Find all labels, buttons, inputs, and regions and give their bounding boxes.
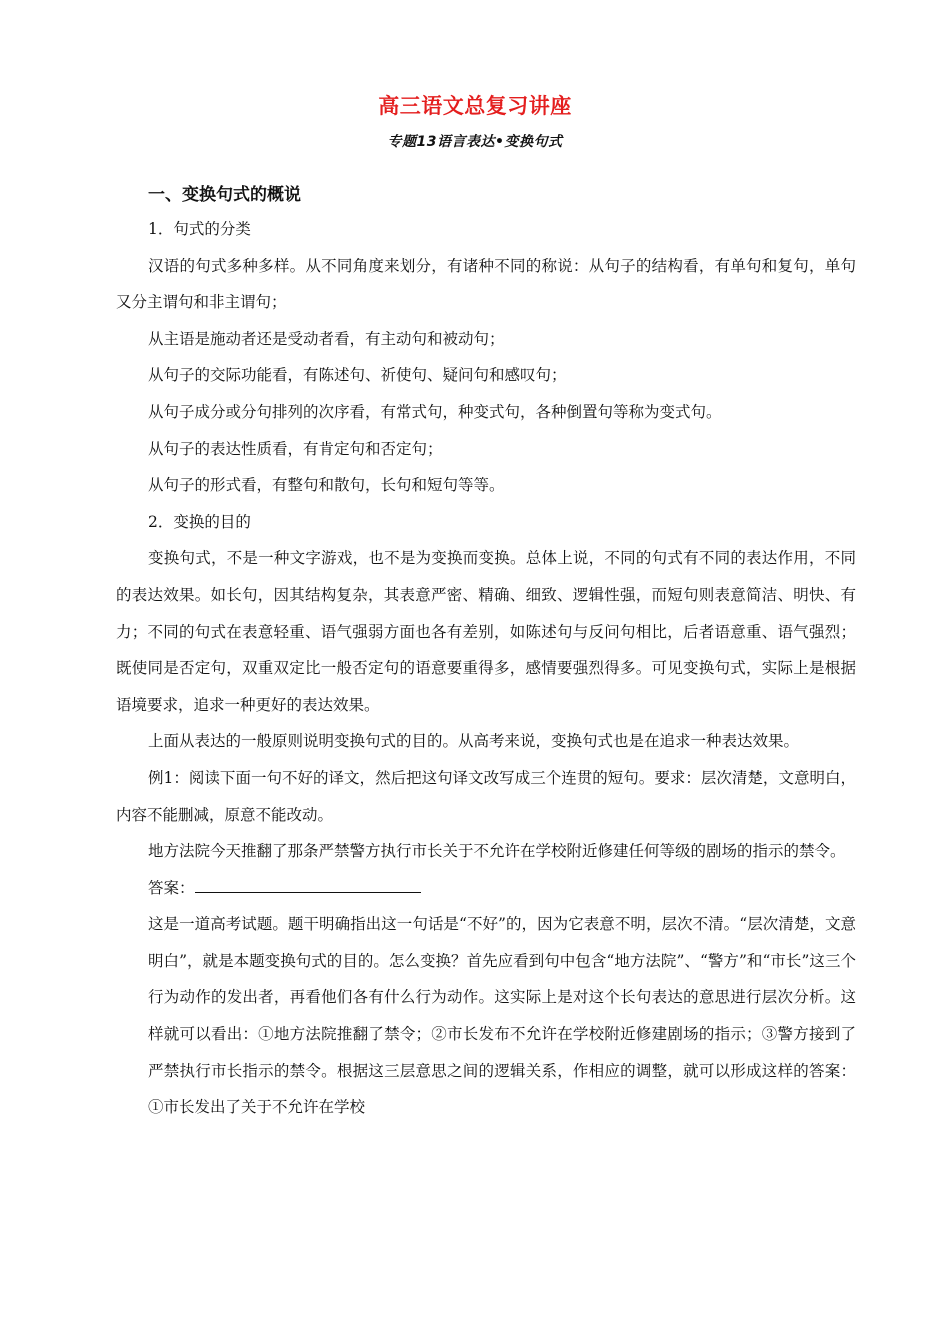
paragraph: 从句子的交际功能看，有陈述句、祈使句、疑问句和感叹句； bbox=[148, 366, 567, 385]
answer-label: 答案： bbox=[148, 878, 195, 897]
paragraph: 上面从表达的一般原则说明变换句式的目的。从高考来说，变换句式也是在追求一种表达效果。 bbox=[148, 732, 800, 751]
answer-blank bbox=[195, 874, 421, 893]
paragraph: 从句子的形式看，有整句和散句，长句和短句等等。 bbox=[148, 476, 505, 495]
subsection-heading-classification: 1．句式的分类 bbox=[148, 220, 251, 238]
section-heading: 一、变换句式的概说 bbox=[148, 185, 301, 205]
document-subtitle: 专题13语言表达•变换句式 bbox=[387, 134, 563, 150]
paragraph: 变换句式，不是一种文字游戏，也不是为变换而变换。总体上说，不同的句式有不同的表达作用，不同的表达效果。如长句，因其结构复杂，其表意严密、精确、细致、逻辑性强，而短句则表意简洁、明快、有力；不同的句式在表意轻重、语气强弱方面也各有差别，如陈述句与反问句相比，后者语意重、语气强烈；既使同是否定句，双重双定比一般否定句的语意要重得多，感情要强烈得多。可见变换句式，实际上是根据语境要求，追求一种更好的表达效果。 bbox=[116, 549, 856, 714]
example-question: 例1：阅读下面一句不好的译文，然后把这句译文改写成三个连贯的短句。要求：层次清楚，文意明白，内容不能删减，原意不能改动。 bbox=[116, 768, 856, 824]
paragraph: 从句子成分或分句排列的次序看，有常式句，种变式句，各种倒置句等称为变式句。 bbox=[148, 402, 722, 421]
paragraph: 从句子的表达性质看，有肯定句和否定句； bbox=[148, 439, 443, 458]
answer-row bbox=[116, 870, 856, 907]
document-body bbox=[116, 211, 856, 1126]
paragraph: 从主语是施动者还是受动者看，有主动句和被动句； bbox=[148, 329, 505, 348]
explanation-paragraph: 这是一道高考试题。题干明确指出这一句话是“不好”的，因为它表意不明，层次不清。“层次清楚，文意明白”，就是本题变换句式的目的。怎么变换？首先应看到句中包含“地方法院”、“警方”和“市长”这三个行为动作的发出者，再看他们各有什么行为动作。这实际上是对这个长句表达的意思进行层次分析。这样就可以看出：①地方法院推翻了禁令；②市长发布不允许在学校附近修建剧场的指示；③警方接到了严禁执行市长指示的禁令。根据这三层意思之间的逻辑关系，作相应的调整，就可以形成这样的答案：①市长发出了关于不允许在学校 bbox=[148, 915, 856, 1117]
example-sentence: 地方法院今天推翻了那条严禁警方执行市长关于不允许在学校附近修建任何等级的剧场的指示的禁令。 bbox=[148, 842, 846, 861]
subsection-heading-purpose: 2．变换的目的 bbox=[148, 512, 251, 531]
document-title: 高三语文总复习讲座 bbox=[378, 94, 572, 118]
paragraph: 汉语的句式多种多样。从不同角度来划分，有诸种不同的称说：从句子的结构看，有单句和复句，单句又分主谓句和非主谓句； bbox=[116, 256, 856, 312]
